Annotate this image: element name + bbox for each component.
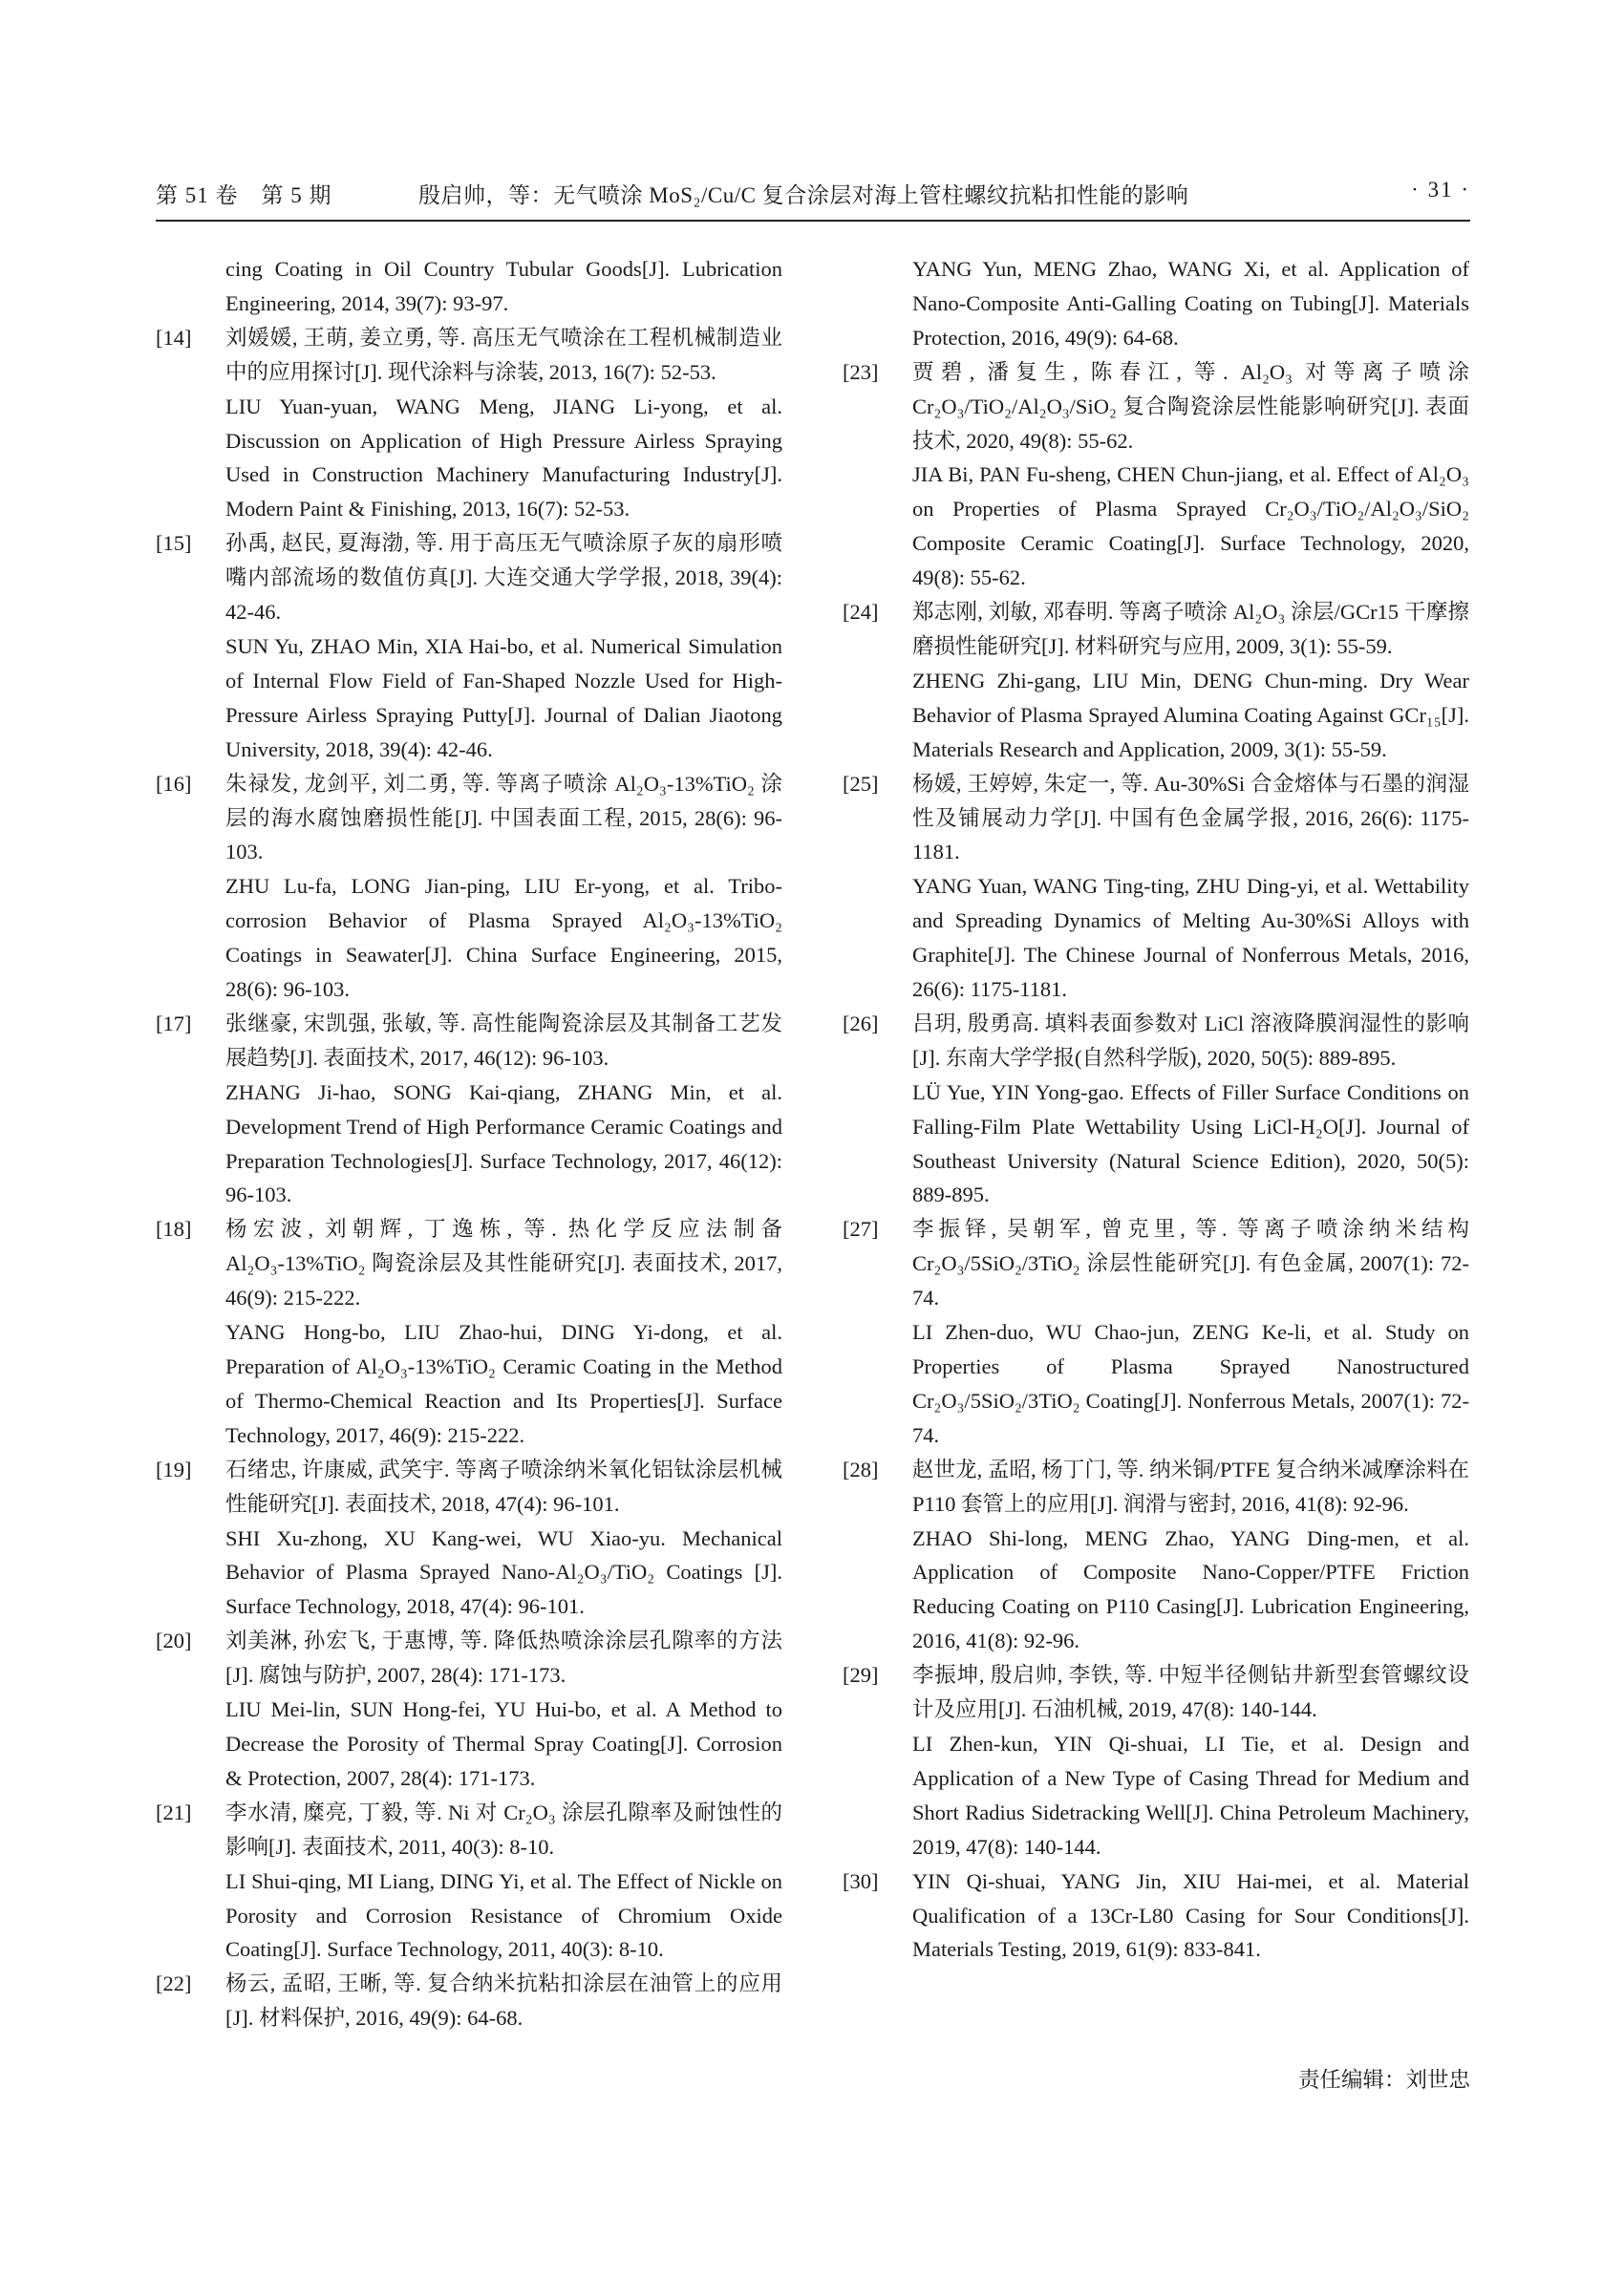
reference-text: 赵世龙, 孟昭, 杨丁门, 等. 纳米铜/PTFE 复合纳米减摩涂料在 P110 套管上的应用[J]. 润滑与密封, 2016, 41(8): 92-96. — [912, 1457, 1469, 1516]
reference-item — [843, 1864, 1469, 1968]
reference-item — [843, 1453, 1469, 1658]
responsible-editor: 责任编辑：刘世忠 — [1297, 2068, 1470, 2092]
reference-column-right — [843, 252, 1469, 1967]
reference-text: 李振铎, 吴朝军, 曾克里, 等. 等离子喷涂纳米结构 Cr₂O₃/5SiO₂/3TiO₂ 涂层性能研究[J]. 有色金属, 2007(1): 72-74. — [912, 1217, 1469, 1310]
reference-text: cing Coating in Oil Country Tubular Goods[J]. Lubrication Engineering, 2014, 39(7): 93-97. — [225, 257, 782, 315]
reference-text: 刘媛媛, 王萌, 姜立勇, 等. 高压无气喷涂在工程机械制造业中的应用探讨[J]. 现代涂料与涂装, 2013, 16(7): 52-53. — [225, 325, 782, 384]
reference-text-english: SUN Yu, ZHAO Min, XIA Hai-bo, et al. Numerical Simulation of Internal Flow Field of Fan-Shaped Nozzle Used for High-Pressure Airless Spraying Putty[J]. Journal of Dalian Jiaotong University, 2018, 39(4): 42-46. — [225, 633, 782, 761]
header-rule — [156, 220, 1470, 222]
reference-text: 朱禄发, 龙剑平, 刘二勇, 等. 等离子喷涂 Al₂O₃-13%TiO₂ 涂层的海水腐蚀磨损性能[J]. 中国表面工程, 2015, 28(6): 96-103. — [225, 771, 782, 864]
reference-item — [843, 1212, 1469, 1452]
reference-text: 刘美淋, 孙宏飞, 于惠博, 等. 降低热喷涂涂层孔隙率的方法[J]. 腐蚀与防护, 2007, 28(4): 171-173. — [225, 1629, 782, 1688]
reference-text-english: LI Shui-qing, MI Liang, DING Yi, et al. The Effect of Nickle on Porosity and Corrosion Resistance of Chromium Oxide Coating[J]. Surface Technology, 2011, 40(3): 8-10. — [225, 1868, 782, 1962]
reference-column-left — [156, 252, 782, 2035]
reference-item — [843, 1658, 1469, 1864]
reference-text: 孙禹, 赵民, 夏海渤, 等. 用于高压无气喷涂原子灰的扇形喷嘴内部流场的数值仿真[J]. 大连交通大学学报, 2018, 39(4): 42-46. — [225, 531, 782, 625]
reference-item — [156, 321, 782, 526]
reference-text-english: LÜ Yue, YIN Yong-gao. Effects of Filler Surface Conditions on Falling-Film Plate Wettability Using LiCl-H₂O[J]. Journal of Southeast University (Natural Science Edition), 2020, 50(5): 889-895. — [912, 1079, 1469, 1207]
reference-number: [17] — [156, 1011, 192, 1035]
volume-issue: 第 51 卷 第 5 期 — [156, 183, 332, 207]
reference-text: 张继豪, 宋凯强, 张敏, 等. 高性能陶瓷涂层及其制备工艺发展趋势[J]. 表面技术, 2017, 46(12): 96-103. — [225, 1011, 782, 1070]
reference-text: 李振坤, 殷启帅, 李铁, 等. 中短半径侧钻井新型套管螺纹设计及应用[J]. 石油机械, 2019, 47(8): 140-144. — [912, 1663, 1469, 1722]
reference-number: [25] — [843, 771, 879, 796]
reference-item — [156, 1967, 782, 2035]
reference-number: [29] — [843, 1663, 879, 1688]
reference-number: [23] — [843, 359, 879, 384]
reference-text-english: YANG Yuan, WANG Ting-ting, ZHU Ding-yi, et al. Wettability and Spreading Dynamics of Melting Au-30%Si Alloys with Graphite[J]. The Chinese Journal of Nonferrous Metals, 2016, 26(6): 1175-1181. — [912, 874, 1469, 1002]
reference-text: 郑志刚, 刘敏, 邓春明. 等离子喷涂 Al₂O₃ 涂层/GCr15 干摩擦磨损性能研究[J]. 材料研究与应用, 2009, 3(1): 55-59. — [912, 600, 1469, 658]
reference-item — [843, 1007, 1469, 1212]
reference-item — [156, 1796, 782, 1968]
reference-number: [21] — [156, 1800, 192, 1824]
reference-number: [15] — [156, 531, 192, 556]
reference-item — [156, 526, 782, 766]
reference-text: 李水清, 糜亮, 丁毅, 等. Ni 对 Cr₂O₃ 涂层孔隙率及耐蚀性的影响[J]. 表面技术, 2011, 40(3): 8-10. — [225, 1800, 782, 1859]
reference-text-english: LI Zhen-kun, YIN Qi-shuai, LI Tie, et al. Design and Application of a New Type of Casing Thread for Medium and Short Radius Sidetracking Well[J]. China Petroleum Machinery, 2019, 47(8): 140-144. — [912, 1731, 1469, 1859]
page-number: · 31 · — [1411, 178, 1470, 202]
reference-item — [843, 252, 1469, 355]
reference-text-english: LIU Mei-lin, SUN Hong-fei, YU Hui-bo, et al. A Method to Decrease the Porosity of Thermal Spray Coating[J]. Corrosion & Protection, 2007, 28(4): 171-173. — [225, 1697, 782, 1790]
reference-number: [24] — [843, 600, 879, 625]
reference-text: YIN Qi-shuai, YANG Jin, XIU Hai-mei, et al. Material Qualification of a 13Cr-L80 Casing for Sour Conditions[J]. Materials Testing, 2019, 61(9): 833-841. — [912, 1868, 1469, 1962]
reference-text-english: ZHAO Shi-long, MENG Zhao, YANG Ding-men, et al. Application of Composite Nano-Copper/PTFE Friction Reducing Coating on P110 Casing[J]. Lubrication Engineering, 2016, 41(8): 92-96. — [912, 1525, 1469, 1653]
reference-number: [18] — [156, 1217, 192, 1242]
reference-text: 杨宏波, 刘朝辉, 丁逸栋, 等. 热化学反应法制备 Al₂O₃-13%TiO₂ 陶瓷涂层及其性能研究[J]. 表面技术, 2017, 46(9): 215-222. — [225, 1217, 782, 1310]
reference-text-english: SHI Xu-zhong, XU Kang-wei, WU Xiao-yu. Mechanical Behavior of Plasma Sprayed Nano-Al₂O₃/TiO₂ Coatings [J]. Surface Technology, 2018, 47(4): 96-101. — [225, 1525, 782, 1619]
running-title: 殷启帅，等：无气喷涂 MoS₂/Cu/C 复合涂层对海上管柱螺纹抗粘扣性能的影响 — [418, 183, 1189, 207]
reference-number: [22] — [156, 1971, 192, 1996]
reference-text-english: ZHANG Ji-hao, SONG Kai-qiang, ZHANG Min, et al. Development Trend of High Performance Ceramic Coatings and Preparation Technologies[J]. Surface Technology, 2017, 46(12): 96-103. — [225, 1079, 782, 1207]
reference-text-english: JIA Bi, PAN Fu-sheng, CHEN Chun-jiang, et al. Effect of Al₂O₃ on Properties of Plasma Sprayed Cr₂O₃/TiO₂/Al₂O₃/SiO₂ Composite Ceramic Coating[J]. Surface Technology, 2020, 49(8): 55-62. — [912, 462, 1469, 590]
reference-text-english: ZHU Lu-fa, LONG Jian-ping, LIU Er-yong, et al. Tribo-corrosion Behavior of Plasma Sprayed Al₂O₃-13%TiO₂ Coatings in Seawater[J]. China Surface Engineering, 2015, 28(6): 96-103. — [225, 874, 782, 1002]
reference-item — [156, 1212, 782, 1452]
reference-text: 贾碧, 潘复生, 陈春江, 等. Al₂O₃ 对等离子喷涂 Cr₂O₃/TiO₂/Al₂O₃/SiO₂ 复合陶瓷涂层性能影响研究[J]. 表面技术, 2020, 49(8): 55-62. — [912, 359, 1469, 453]
reference-number: [14] — [156, 325, 192, 350]
reference-text: YANG Yun, MENG Zhao, WANG Xi, et al. Application of Nano-Composite Anti-Galling Coating on Tubing[J]. Materials Protection, 2016, 49(9): 64-68. — [912, 257, 1469, 350]
reference-number: [30] — [843, 1868, 879, 1893]
running-header — [156, 178, 1470, 216]
reference-text: 吕玥, 殷勇高. 填料表面参数对 LiCl 溶液降膜润湿性的影响[J]. 东南大学学报(自然科学版), 2020, 50(5): 889-895. — [912, 1011, 1469, 1070]
reference-number: [26] — [843, 1011, 879, 1035]
reference-number: [16] — [156, 771, 192, 796]
reference-text-english: LI Zhen-duo, WU Chao-jun, ZENG Ke-li, et al. Study on Properties of Plasma Sprayed Nanostructured Cr₂O₃/5SiO₂/3TiO₂ Coating[J]. Nonferrous Metals, 2007(1): 72-74. — [912, 1320, 1469, 1447]
reference-text: 石绪忠, 许康威, 武笑宇. 等离子喷涂纳米氧化铝钛涂层机械性能研究[J]. 表面技术, 2018, 47(4): 96-101. — [225, 1457, 782, 1516]
reference-item — [156, 767, 782, 1007]
reference-item — [156, 1007, 782, 1212]
reference-number: [28] — [843, 1457, 879, 1481]
reference-item — [156, 1624, 782, 1796]
reference-item — [843, 767, 1469, 1007]
reference-number: [20] — [156, 1629, 192, 1653]
reference-text-english: ZHENG Zhi-gang, LIU Min, DENG Chun-ming. Dry Wear Behavior of Plasma Sprayed Alumina Coating Against GCr₁₅[J]. Materials Research and Application, 2009, 3(1): 55-59. — [912, 668, 1469, 761]
reference-item — [843, 355, 1469, 595]
reference-number: [27] — [843, 1217, 879, 1242]
reference-text: 杨云, 孟昭, 王晰, 等. 复合纳米抗粘扣涂层在油管上的应用[J]. 材料保护, 2016, 49(9): 64-68. — [225, 1971, 782, 2031]
reference-number: [19] — [156, 1457, 192, 1481]
reference-text: 杨媛, 王婷婷, 朱定一, 等. Au-30%Si 合金熔体与石墨的润湿性及铺展动力学[J]. 中国有色金属学报, 2016, 26(6): 1175-1181. — [912, 771, 1469, 864]
reference-text-english: LIU Yuan-yuan, WANG Meng, JIANG Li-yong, et al. Discussion on Application of High Pressure Airless Spraying Used in Construction Machinery Manufacturing Industry[J]. Modern Paint & Finishing, 2013, 16(7): 52-53. — [225, 394, 782, 522]
reference-item — [843, 595, 1469, 767]
reference-item — [156, 1453, 782, 1625]
reference-item — [156, 252, 782, 321]
reference-text-english: YANG Hong-bo, LIU Zhao-hui, DING Yi-dong, et al. Preparation of Al₂O₃-13%TiO₂ Ceramic Coating in the Method of Thermo-Chemical Reaction and Its Properties[J]. Surface Technology, 2017, 46(9): 215-222. — [225, 1320, 782, 1447]
